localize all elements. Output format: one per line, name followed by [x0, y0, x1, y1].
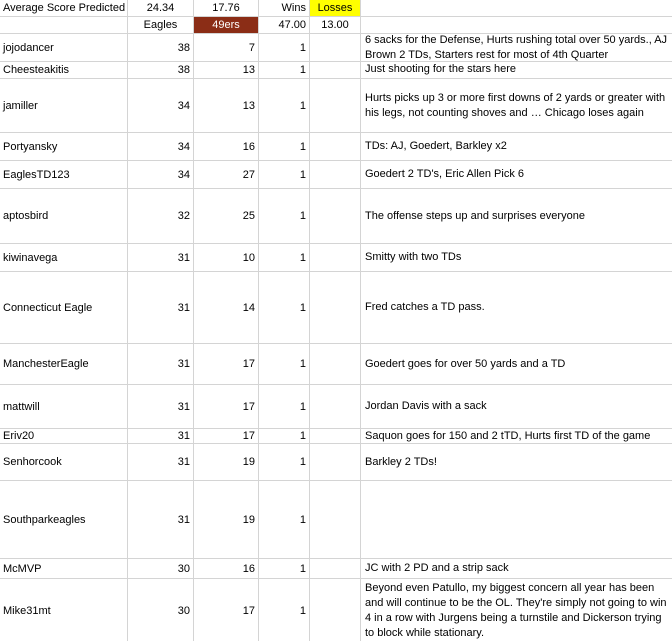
- loss-cell[interactable]: [310, 61, 361, 78]
- loss-cell[interactable]: [310, 481, 361, 558]
- win-cell[interactable]: 1: [259, 133, 310, 160]
- comment-cell[interactable]: Barkley 2 TDs!: [365, 455, 437, 468]
- eagles-score-cell[interactable]: 34: [128, 161, 194, 188]
- username-cell[interactable]: kiwinavega: [0, 244, 128, 271]
- opponent-score-cell[interactable]: 19: [194, 444, 259, 480]
- eagles-score-cell[interactable]: 30: [128, 559, 194, 578]
- loss-cell[interactable]: [310, 244, 361, 271]
- win-cell[interactable]: 1: [259, 481, 310, 558]
- loss-cell[interactable]: [310, 429, 361, 443]
- comment-cell[interactable]: Jordan Davis with a sack: [365, 400, 487, 412]
- win-cell[interactable]: 1: [259, 444, 310, 480]
- comment-cell[interactable]: The offense steps up and surprises everyone: [365, 209, 585, 222]
- opponent-score-cell[interactable]: 19: [194, 481, 259, 558]
- opponent-score-cell[interactable]: 14: [194, 272, 259, 343]
- prediction-row: [0, 79, 672, 133]
- opponent-score-cell[interactable]: 7: [194, 34, 259, 61]
- prediction-row: [0, 429, 672, 444]
- prediction-row: [0, 161, 672, 189]
- win-cell[interactable]: 1: [259, 344, 310, 384]
- prediction-row: [0, 481, 672, 559]
- username-cell[interactable]: aptosbird: [0, 189, 128, 243]
- prediction-row: [0, 244, 672, 272]
- comment-cell[interactable]: Hurts picks up 3 or more first downs of 2 yards or greater with his legs, not counting shoves and … Chicago loses again: [365, 91, 666, 119]
- username-cell[interactable]: Southparkeagles: [0, 481, 128, 558]
- comment-cell[interactable]: TDs: AJ, Goedert, Barkley x2: [365, 140, 507, 152]
- win-cell[interactable]: 1: [259, 34, 310, 61]
- loss-cell[interactable]: [310, 34, 361, 61]
- eagles-score-cell[interactable]: 32: [128, 189, 194, 243]
- loss-cell[interactable]: [310, 161, 361, 188]
- header-row-1: [0, 0, 672, 17]
- opponent-score-cell[interactable]: 16: [194, 133, 259, 160]
- eagles-score-cell[interactable]: 31: [128, 244, 194, 271]
- comment-cell[interactable]: Smitty with two TDs: [365, 251, 462, 263]
- comment-cell[interactable]: JC with 2 PD and a strip sack: [365, 562, 509, 574]
- loss-cell[interactable]: [310, 385, 361, 428]
- username-cell[interactable]: McMVP: [0, 559, 128, 578]
- header-blank-cell[interactable]: [361, 17, 672, 33]
- win-cell[interactable]: 1: [259, 272, 310, 343]
- average-eagles-score[interactable]: 24.34: [128, 0, 194, 16]
- eagles-score-cell[interactable]: 31: [128, 429, 194, 443]
- username-cell[interactable]: ManchesterEagle: [0, 344, 128, 384]
- eagles-score-cell[interactable]: 34: [128, 133, 194, 160]
- win-cell[interactable]: 1: [259, 429, 310, 443]
- win-cell[interactable]: 1: [259, 385, 310, 428]
- eagles-score-cell[interactable]: 31: [128, 272, 194, 343]
- win-cell[interactable]: 1: [259, 189, 310, 243]
- win-cell[interactable]: 1: [259, 244, 310, 271]
- wins-label[interactable]: Wins: [259, 0, 310, 16]
- opponent-score-cell[interactable]: 27: [194, 161, 259, 188]
- opponent-score-cell[interactable]: 16: [194, 559, 259, 578]
- username-cell[interactable]: Eriv20: [0, 429, 128, 443]
- prediction-row: [0, 61, 672, 79]
- comment-cell[interactable]: Fred catches a TD pass.: [365, 301, 485, 313]
- loss-cell[interactable]: [310, 444, 361, 480]
- header-blank-cell[interactable]: [361, 0, 672, 16]
- opponent-score-cell[interactable]: 17: [194, 385, 259, 428]
- prediction-row: [0, 344, 672, 385]
- prediction-row: [0, 385, 672, 429]
- opponent-score-cell[interactable]: 25: [194, 189, 259, 243]
- prediction-row: [0, 559, 672, 579]
- eagles-score-cell[interactable]: 34: [128, 79, 194, 132]
- average-opponent-score[interactable]: 17.76: [194, 0, 259, 16]
- opponent-score-cell[interactable]: 10: [194, 244, 259, 271]
- eagles-column-header[interactable]: Eagles: [128, 17, 194, 33]
- eagles-score-cell[interactable]: 31: [128, 385, 194, 428]
- opponent-score-cell[interactable]: 17: [194, 429, 259, 443]
- prediction-row: [0, 579, 672, 641]
- comment-cell[interactable]: 6 sacks for the Defense, Hurts rushing total over 50 yards., AJ Brown 2 TDs, Starters rest for most of 4th Quarter: [365, 34, 668, 61]
- opponent-score-cell[interactable]: 13: [194, 79, 259, 132]
- win-cell[interactable]: 1: [259, 559, 310, 578]
- loss-cell[interactable]: [310, 344, 361, 384]
- losses-total[interactable]: 13.00: [310, 17, 361, 33]
- username-cell[interactable]: mattwill: [0, 385, 128, 428]
- eagles-score-cell[interactable]: 38: [128, 61, 194, 78]
- username-cell[interactable]: Mike31mt: [0, 579, 128, 641]
- comment-cell[interactable]: Saquon goes for 150 and 2 tTD, Hurts first TD of the game: [365, 429, 651, 442]
- eagles-score-cell[interactable]: 38: [128, 34, 194, 61]
- eagles-score-cell[interactable]: 31: [128, 444, 194, 480]
- comment-cell[interactable]: Just shooting for the stars here: [365, 63, 517, 75]
- eagles-score-cell[interactable]: 31: [128, 344, 194, 384]
- comment-cell[interactable]: Beyond even Patullo, my biggest concern all year has been and will continue to be the OL. They're simply not going to win 4 in a row with Jurgens being a turnstile and Dickerson trying to block while stationary.: [365, 581, 667, 639]
- opponent-score-cell[interactable]: 17: [194, 579, 259, 641]
- losses-label[interactable]: Losses: [310, 0, 361, 16]
- opponent-score-cell[interactable]: 13: [194, 61, 259, 78]
- username-cell[interactable]: Cheesteakitis: [0, 61, 128, 78]
- eagles-score-cell[interactable]: 31: [128, 481, 194, 558]
- loss-cell[interactable]: [310, 579, 361, 641]
- username-cell[interactable]: jojodancer: [0, 34, 128, 61]
- prediction-row: [0, 189, 672, 244]
- username-cell[interactable]: jamiller: [0, 79, 128, 132]
- loss-cell[interactable]: [310, 272, 361, 343]
- prediction-row: [0, 272, 672, 344]
- comment-cell[interactable]: Goedert goes for over 50 yards and a TD: [365, 357, 566, 370]
- loss-cell[interactable]: [310, 79, 361, 132]
- header-row-2: [0, 17, 672, 34]
- username-cell[interactable]: Portyansky: [0, 133, 128, 160]
- loss-cell[interactable]: [310, 189, 361, 243]
- win-cell[interactable]: 1: [259, 79, 310, 132]
- eagles-score-cell[interactable]: 30: [128, 579, 194, 641]
- username-cell[interactable]: Connecticut Eagle: [0, 272, 128, 343]
- wins-total[interactable]: 47.00: [259, 17, 310, 33]
- average-score-label[interactable]: Average Score Predicted: [0, 0, 128, 16]
- win-cell[interactable]: 1: [259, 61, 310, 78]
- opponent-column-header[interactable]: 49ers: [194, 17, 259, 33]
- opponent-score-cell[interactable]: 17: [194, 344, 259, 384]
- username-cell[interactable]: EaglesTD123: [0, 161, 128, 188]
- prediction-row: [0, 444, 672, 481]
- comment-cell[interactable]: [361, 481, 672, 558]
- win-cell[interactable]: 1: [259, 161, 310, 188]
- loss-cell[interactable]: [310, 133, 361, 160]
- win-cell[interactable]: 1: [259, 579, 310, 641]
- comment-cell[interactable]: Goedert 2 TD's, Eric Allen Pick 6: [365, 168, 525, 180]
- header-blank-cell[interactable]: [0, 17, 128, 33]
- username-cell[interactable]: Senhorcook: [0, 444, 128, 480]
- prediction-row: [0, 34, 672, 62]
- prediction-row: [0, 133, 672, 161]
- loss-cell[interactable]: [310, 559, 361, 578]
